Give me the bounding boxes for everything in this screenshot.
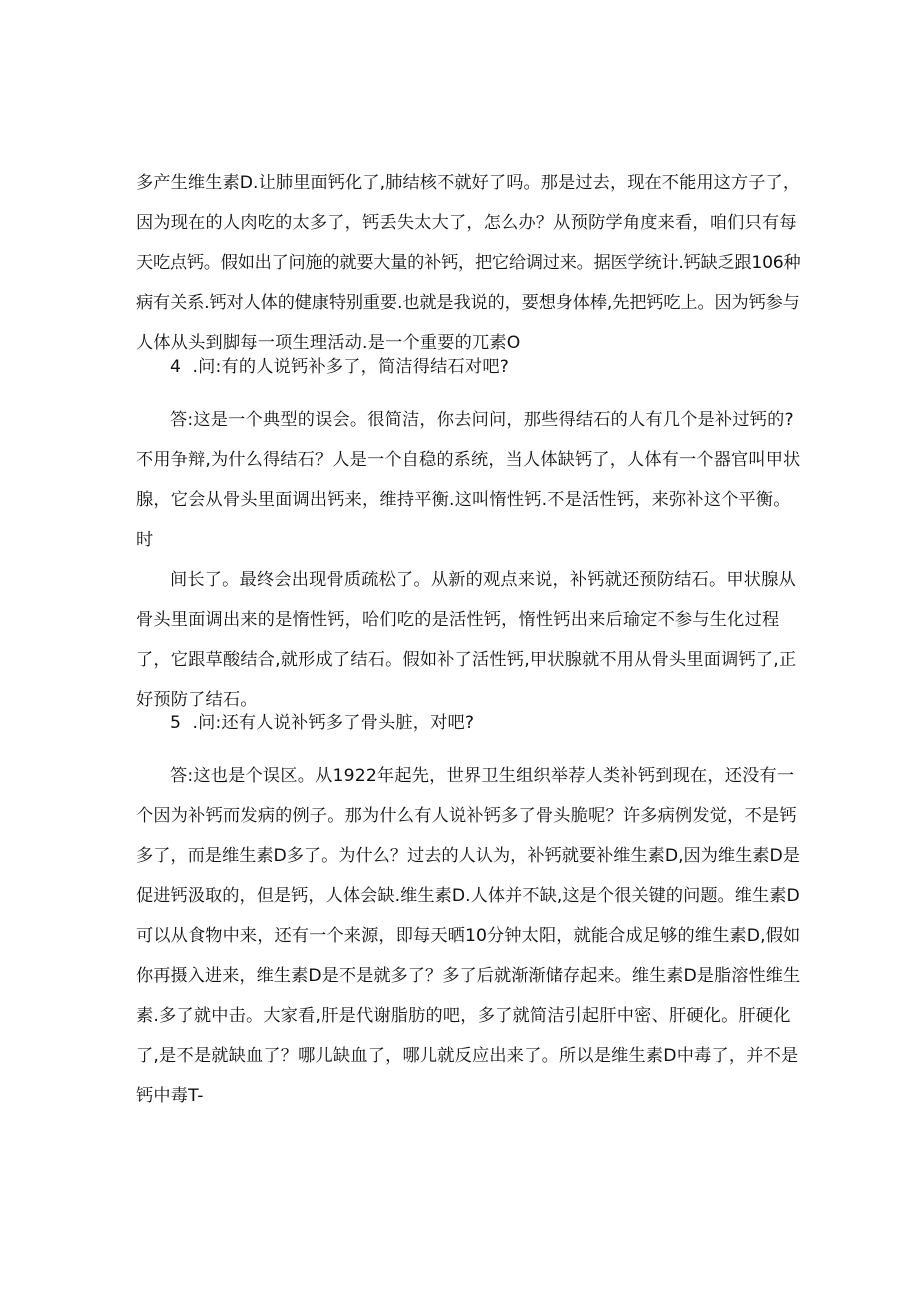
text-line: 答:这也是个误区。从1922年起先，世界卫生组织举荐人类补钙到现在，还没有一 xyxy=(170,766,795,786)
text-line: 间长了。最终会出现骨质疏松了。从新的观点来说，补钙就还预防结石。甲状腺从 xyxy=(170,570,796,590)
text-line: 答:这是一个典型的误会。很简洁，你去问问，那些得结石的人有几个是补过钙的? xyxy=(170,410,794,430)
text-line: 了，它跟草酸结合,就形成了结石。假如补了活性钙,甲状腺就不用从骨头里面调钙了,正 xyxy=(136,650,797,670)
question-line: 4 .问:有的人说钙补多了，简洁得结石对吧? xyxy=(170,357,510,377)
question-line: 5 .问:还有人说补钙多了骨头脏，对吧? xyxy=(170,713,475,733)
text-line: 多了，而是维生素D多了。为什么？过去的人认为，补钙就要补维生素D,因为维生素D是 xyxy=(136,846,800,866)
text-line: 好预防了结石。 xyxy=(136,690,258,710)
text-line: 不用争辩,为什么得结石？人是一个自稳的系统，当人体缺钙了，人体有一个器官叫甲状 xyxy=(136,450,801,470)
text-line: 了,是不是就缺血了？哪儿缺血了，哪儿就反应出来了。所以是维生素D中毒了，并不是 xyxy=(136,1046,799,1066)
text-line: 多产生维生素D.让肺里面钙化了,肺结核不就好了吗。那是过去，现在不能用这方子了， xyxy=(136,173,801,193)
text-line: 因为现在的人肉吃的太多了，钙丢失太大了，怎么办？从预防学角度来看，咱们只有每 xyxy=(136,213,797,233)
text-line: 天吃点钙。假如出了问施的就要大量的补钙，把它给调过来。据医学统计.钙缺乏跟106种 xyxy=(136,253,801,273)
text-line: 个因为补钙而发病的例子。那为什么有人说补钙多了骨头脆呢？许多病例发觉，不是钙 xyxy=(136,806,797,826)
text-line: 素.多了就中击。大家看,肝是代谢脂肪的吧，多了就简洁引起肝中密、肝硬化。肝硬化 xyxy=(136,1006,791,1026)
text-line: 促进钙汲取的，但是钙，人体会缺.维生素D.人体并不缺,这是个很关键的问题。维生素D xyxy=(136,886,800,906)
text-line: 可以从食物中来，还有一个来源，即每天晒10分钟太阳，就能合成足够的维生素D,假如 xyxy=(136,926,801,946)
text-line: 时 xyxy=(136,530,154,550)
text-line: 骨头里面调出来的是惰性钙，哈们吃的是活性钙，惰性钙出来后瑜定不参与生化过程 xyxy=(136,610,780,630)
text-line: 人体从头到脚每一项生理活动.是一个重要的兀素O xyxy=(136,333,521,353)
text-line: 腺，它会从骨头里面调出钙来，维持平衡.这叫惰性钙.不是活性钙，来弥补这个平衡。 xyxy=(136,490,791,510)
text-line: 病有关系.钙对人体的健康特别重要.也就是我说的，要想身体棒,先把钙吃上。因为钙参与 xyxy=(136,293,800,313)
text-line: 你再摄入进来，维生素D是不是就多了？多了后就渐渐储存起来。维生素D是脂溶性维生 xyxy=(136,966,801,986)
text-line: 钙中毒T- xyxy=(136,1086,204,1106)
